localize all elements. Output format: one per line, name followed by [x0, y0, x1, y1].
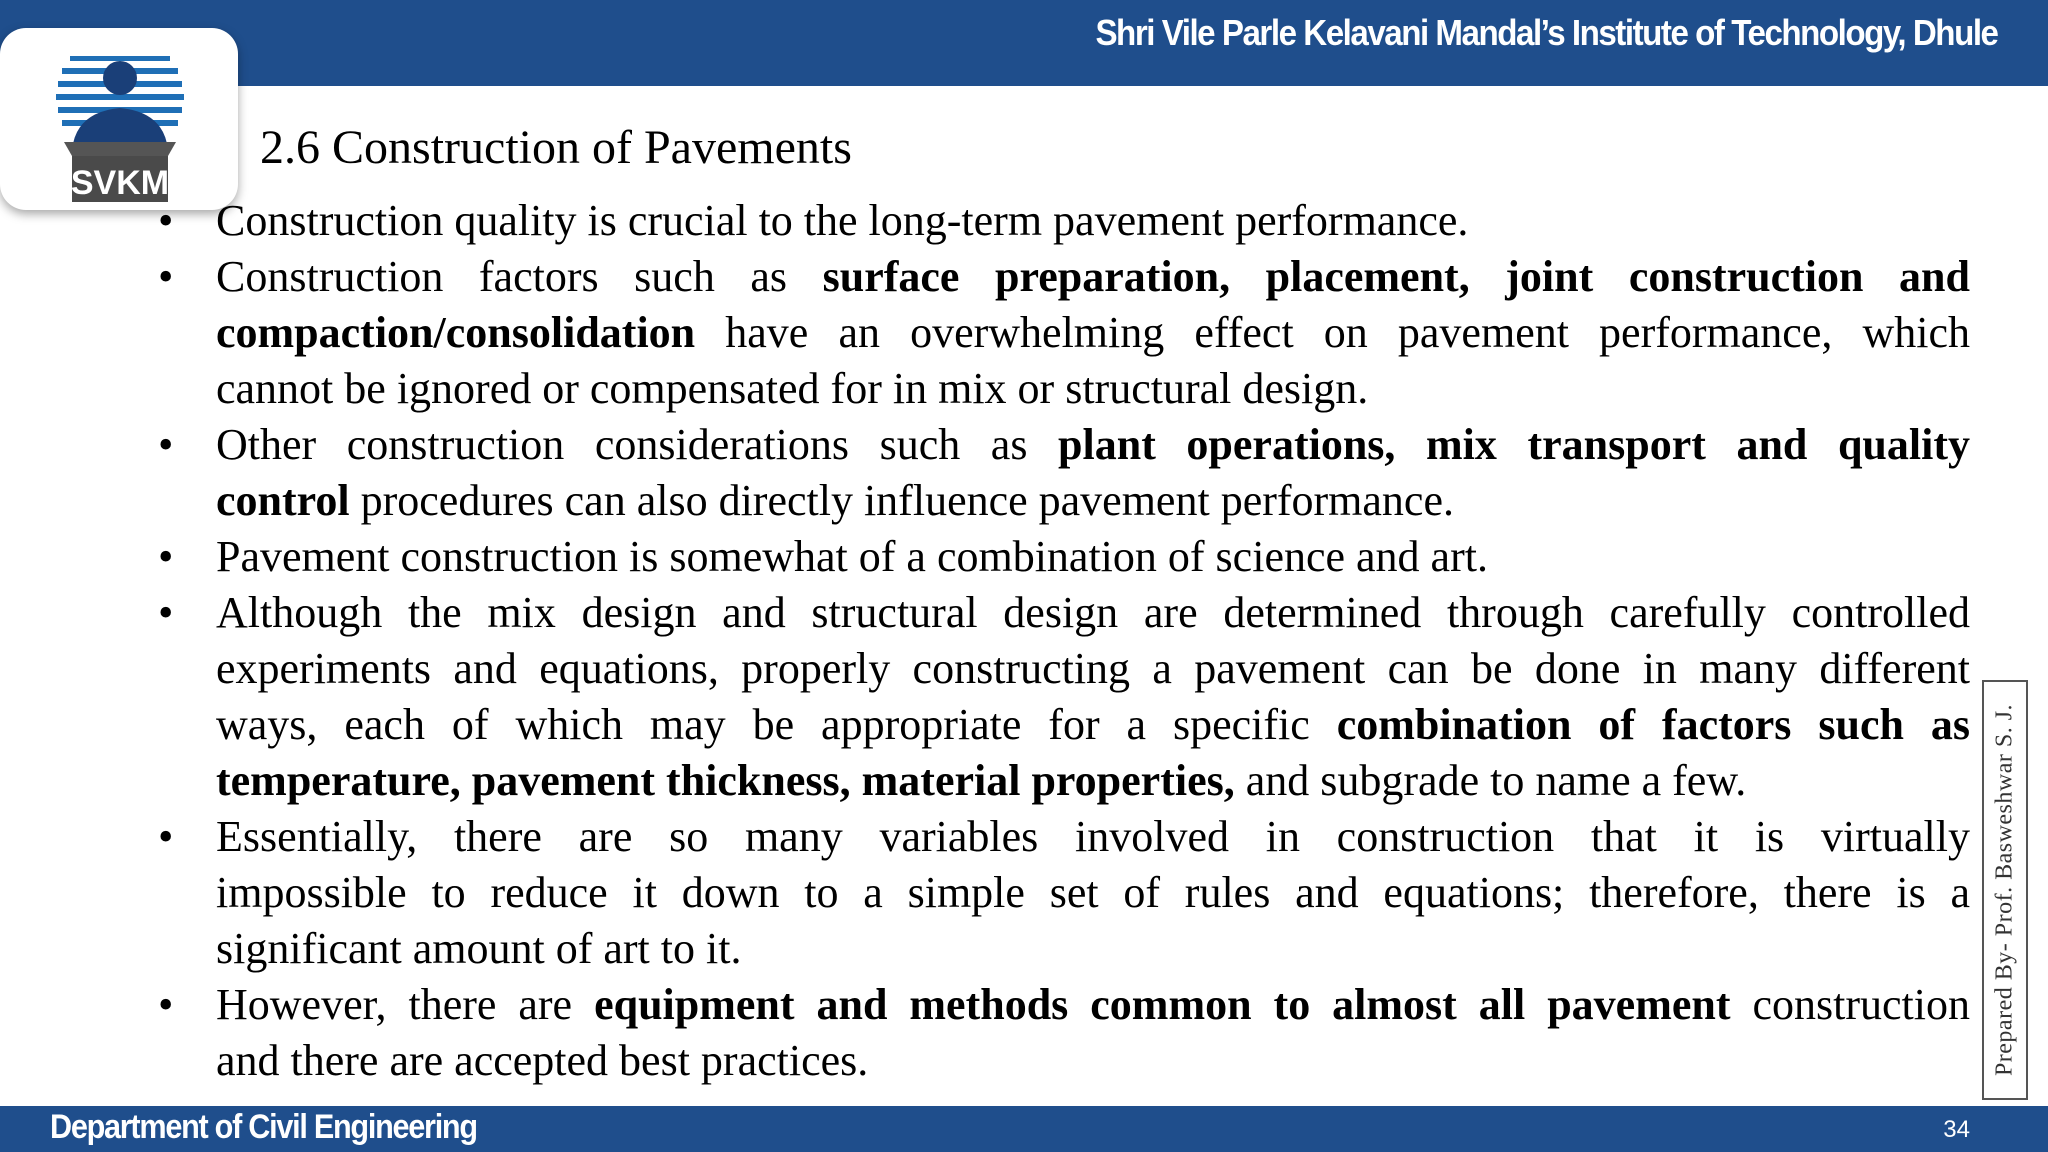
bullet-marker: • — [158, 532, 174, 581]
bold-text: compaction/consolidation — [216, 308, 696, 357]
text-segment: ways, each of which may be appropriate for a specific — [216, 700, 1337, 749]
bullet-marker: • — [158, 980, 174, 1029]
bold-text: temperature, pavement thickness, material properties, — [216, 756, 1235, 805]
svkm-logo-card — [0, 28, 238, 210]
text-segment: and there are accepted best practices. — [216, 1036, 869, 1085]
bold-text: plant operations, mix transport and quality — [1058, 420, 1971, 469]
bullet-text-line — [216, 529, 1970, 585]
logo-text: SVKM — [70, 164, 170, 202]
bullet-text-line — [216, 977, 1970, 1033]
bullet-marker: • — [158, 812, 174, 861]
bold-text: control — [216, 476, 350, 525]
text-segment: and subgrade to name a few. — [1234, 756, 1747, 805]
text-segment: significant amount of art to it. — [216, 924, 742, 973]
bullet-text-line — [216, 361, 1970, 417]
text-segment: procedures can also directly influence pavement performance. — [349, 476, 1454, 525]
footer-bar — [0, 1106, 2048, 1152]
svkm-logo-icon — [50, 38, 190, 208]
bullet-text-line — [216, 641, 1970, 697]
author-note-box — [1982, 680, 2028, 1100]
text-segment: Construction quality is crucial to the long-term pavement performance. — [216, 196, 1469, 245]
bullet-text-line — [216, 193, 1970, 249]
bullet-text-line — [216, 249, 1970, 305]
bullet-text-line — [216, 809, 1970, 865]
bullet-text-line — [216, 417, 1970, 473]
bullet-text-line — [216, 865, 1970, 921]
text-segment: Construction factors such as — [216, 252, 823, 301]
bullet-text-line — [216, 697, 1970, 753]
bullet-text-line — [216, 305, 1970, 361]
bold-text: equipment and methods common to almost all pavement — [594, 980, 1731, 1029]
text-segment: experiments and equations, properly constructing a pavement can be done in many different — [216, 644, 1970, 693]
bullet-text-line — [216, 473, 1970, 529]
institute-name: Shri Vile Parle Kelavani Mandal’s Institute of Technology, Dhule — [1095, 12, 1998, 53]
bullet-marker: • — [158, 252, 174, 301]
author-note: Prepared By- Prof. Basweshwar S. J. — [1991, 703, 2018, 1077]
page-number: 34 — [1943, 1116, 1970, 1143]
bullet-marker: • — [158, 588, 174, 637]
text-segment: impossible to reduce it down to a simple set of rules and equations; therefore, there is a — [216, 868, 1970, 917]
bullet-marker: • — [158, 420, 174, 469]
bold-text: surface preparation, placement, joint construction and — [822, 252, 1970, 301]
bold-text: combination of factors such as — [1336, 700, 1970, 749]
text-segment: cannot be ignored or compensated for in mix or structural design. — [216, 364, 1369, 413]
text-segment: have an overwhelming effect on pavement performance, which — [695, 308, 1970, 357]
header-bar — [0, 0, 2048, 86]
text-segment: Pavement construction is somewhat of a combination of science and art. — [216, 532, 1488, 581]
text-segment: However, there are — [216, 980, 595, 1029]
text-segment: Although the mix design and structural design are determined through carefully controlled — [216, 588, 1970, 637]
bullet-text-line — [216, 1033, 1970, 1089]
bullet-marker: • — [158, 196, 174, 245]
text-segment: Essentially, there are so many variables involved in construction that it is virtually — [216, 812, 1970, 861]
bullet-text-line — [216, 921, 1970, 977]
text-segment: Other construction considerations such as — [216, 420, 1059, 469]
slide-title: 2.6 Construction of Pavements — [260, 121, 852, 174]
bullet-text-line — [216, 753, 1970, 809]
department-name: Department of Civil Engineering — [50, 1108, 477, 1146]
text-segment: construction — [1730, 980, 1970, 1029]
bullet-text-line — [216, 585, 1970, 641]
